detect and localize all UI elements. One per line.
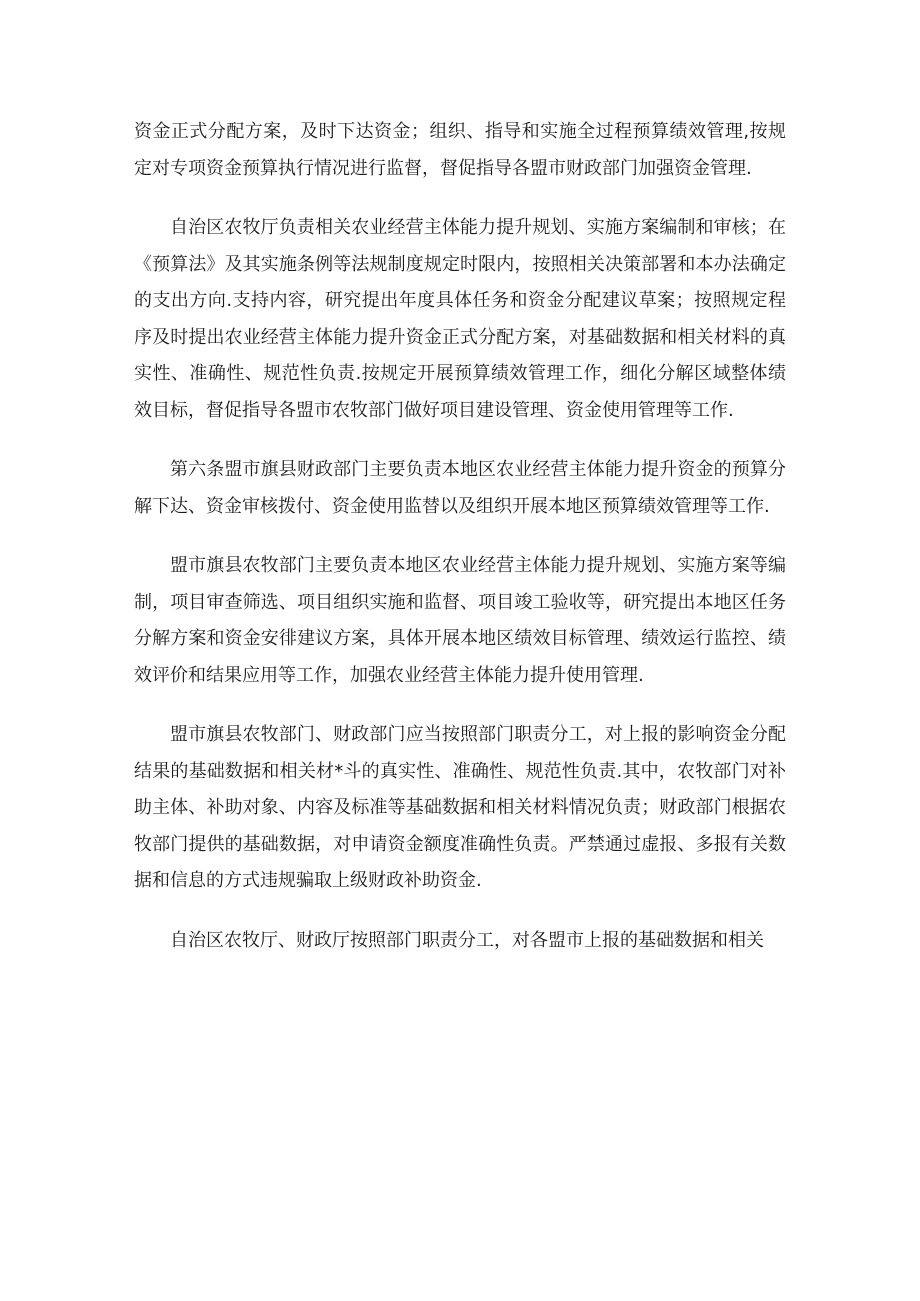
paragraph-1: 资金正式分配方案，及时下达资金；组织、指导和实施全过程预算绩效管理,按规定对专项资金预算执行情况进行监督，督促指导各盟市财政部门加强资金管理. — [134, 121, 786, 179]
paragraph-4: 盟市旗县农牧部门主要负责本地区农业经营主体能力提升规划、实施方案等编制，项目审查筛选、项目组织实施和监督、项目竣工验收等，研究提出本地区任务分解方案和资金安徘建议方案，具体开展本地区绩效目标管理、绩效运行监控、绩效评价和结果应用等工作，加强农业经营主体能力提升使用管理. — [134, 555, 786, 686]
paragraph-6: 自治区农牧厅、财政厅按照部门职责分工，对各盟市上报的基础数据和相关 — [170, 929, 764, 951]
paragraph-2: 自治区农牧厅负责相关农业经营主体能力提升规划、实施方案编制和审核；在《预算法》及其实施条例等法规制度规定时限内，按照相关决策部署和本办法确定的支出方向.支持内容，研究提出年度具体任务和资金分配建议草案；按照规定程序及时提出农业经营主体能力提升资金正式分配方案，对基础数据和相关材料的真实性、准确性、规范性负责.按规定开展预算绩效管理工作，细化分解区域整体绩效目标，督促指导各盟市农牧部门做好项目建设管理、资金使用管理等工作. — [134, 217, 786, 421]
paragraph-3: 第六条盟市旗县财政部门主要负责本地区农业经营主体能力提升资金的预算分解下达、资金审核拨付、资金使用监替以及组织开展本地区预算绩效管理等工作. — [134, 459, 786, 517]
paragraph-5: 盟市旗县农牧部门、财政部门应当按照部门职责分工，对上报的影响资金分配结果的基础数据和相关材*斗的真实性、准确性、规范性负责.其中，农牧部门对补助主体、补助对象、内容及标准等基础数据和相关材料情况负责；财政部门根据农牧部门提供的基础数据，对申请资金额度准确性负责。严禁通过虚报、多报有关数据和信息的方式违规骗取上级财政补助资金. — [134, 724, 786, 891]
document-body — [134, 114, 786, 982]
